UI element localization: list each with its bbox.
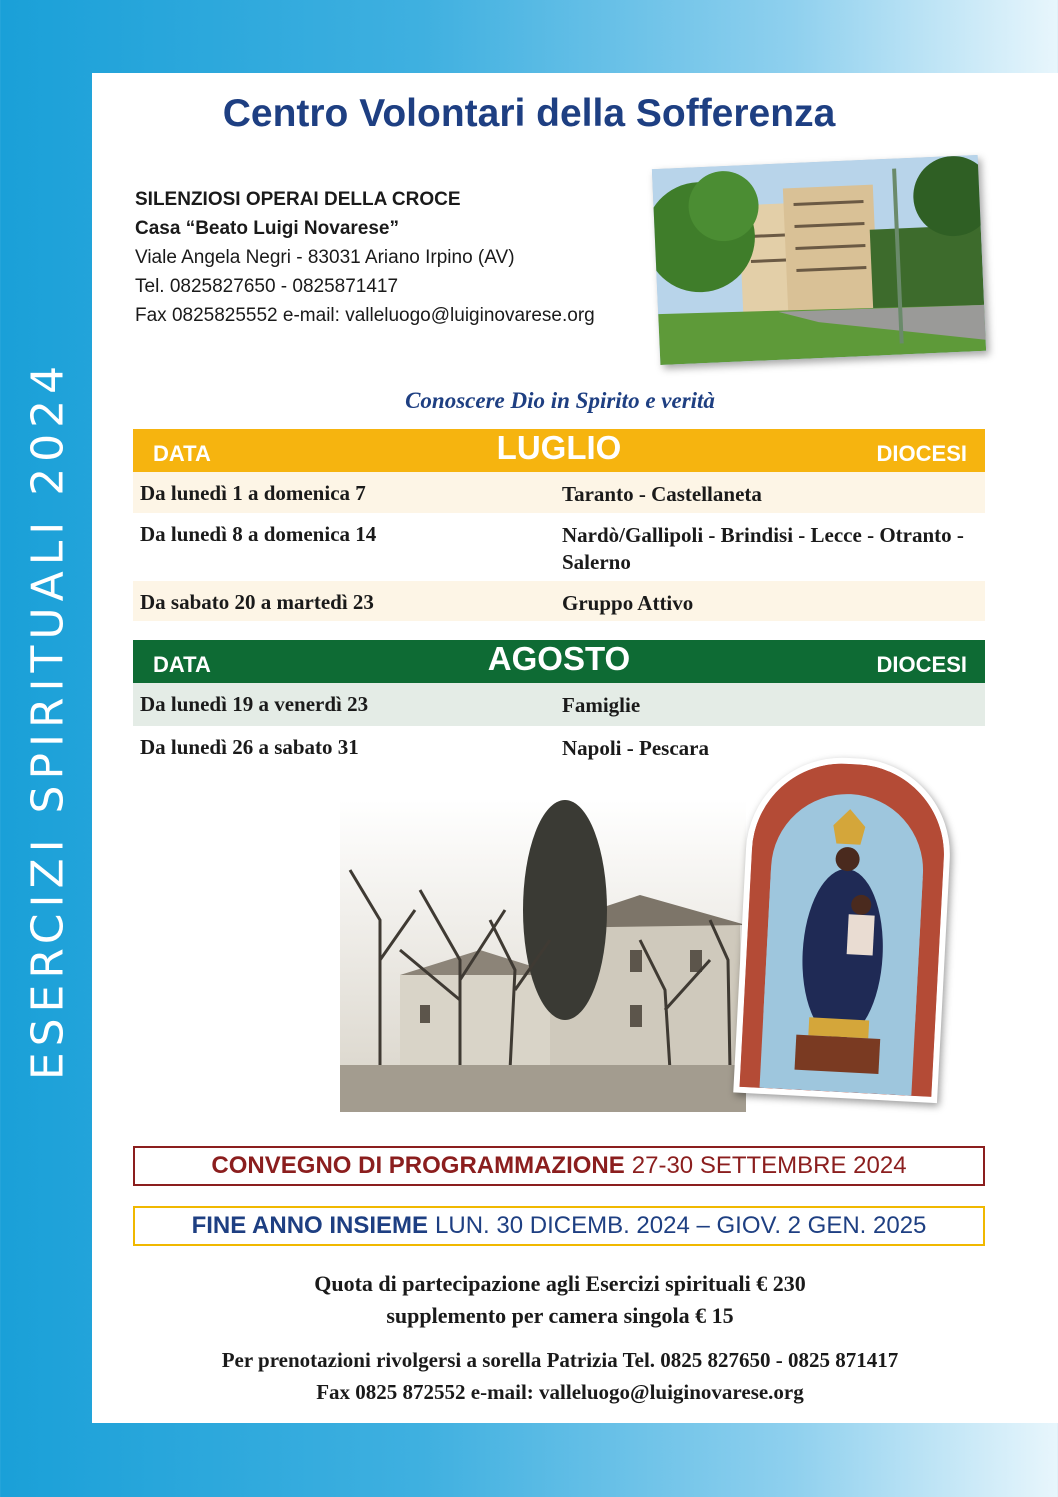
row-date: Da lunedì 19 a venerdì 23 <box>140 692 369 716</box>
madonna-photo <box>733 753 955 1103</box>
july-header <box>133 429 985 472</box>
table-row <box>133 513 985 581</box>
fine-anno-dates: LUN. 30 DICEMB. 2024 – GIOV. 2 GEN. 2025 <box>435 1212 927 1239</box>
booking-phone: Per prenotazioni rivolgersi a sorella Patrizia Tel. 0825 827650 - 0825 871417 <box>221 1348 899 1372</box>
fee-line: Quota di partecipazione agli Esercizi spirituali € 230 <box>314 1271 806 1296</box>
july-month: LUGLIO <box>496 429 622 466</box>
row-diocese: Gruppo Attivo <box>562 591 694 615</box>
table-row <box>133 683 985 726</box>
july-diocese-label: DIOCESI <box>876 441 967 466</box>
july-table <box>133 429 985 621</box>
table-row <box>133 581 985 621</box>
row-diocese: Napoli - Pescara <box>562 736 709 760</box>
row-diocese: Famiglie <box>562 693 641 717</box>
august-date-label: DATA <box>153 652 211 677</box>
august-header <box>133 640 985 683</box>
side-title: ESERCIZI SPIRITUALI 2024 <box>22 359 74 1081</box>
july-date-label: DATA <box>153 441 211 466</box>
row-date: Da sabato 20 a martedì 23 <box>140 590 374 614</box>
convegno-dates: 27-30 SETTEMBRE 2024 <box>631 1152 907 1179</box>
building-photo <box>652 155 986 365</box>
convegno-label: CONVEGNO DI PROGRAMMAZIONE <box>211 1152 625 1179</box>
row-diocese: Taranto - Castellaneta <box>562 482 762 506</box>
house-name: Casa “Beato Luigi Novarese” <box>135 218 399 239</box>
street: Viale Angela Negri - 83031 Ariano Irpino (AV) <box>135 247 515 268</box>
historic-photo <box>340 800 746 1112</box>
row-date: Da lunedì 1 a domenica 7 <box>140 481 366 505</box>
address-block <box>135 185 595 330</box>
single-room-line: supplemento per camera singola € 15 <box>386 1303 734 1328</box>
page-title: Centro Volontari della Sofferenza <box>222 92 836 135</box>
august-diocese-label: DIOCESI <box>876 652 967 677</box>
motto: Conoscere Dio in Spirito e verità <box>405 388 715 413</box>
org-name: SILENZIOSI OPERAI DELLA CROCE <box>135 189 461 210</box>
fax-email: Fax 0825825552 e-mail: valleluogo@luiginovarese.org <box>135 305 595 326</box>
table-row <box>133 472 985 513</box>
booking-fax-email: Fax 0825 872552 e-mail: valleluogo@luiginovarese.org <box>316 1380 804 1404</box>
row-date: Da lunedì 8 a domenica 14 <box>140 522 377 546</box>
fine-anno-label: FINE ANNO INSIEME <box>191 1212 429 1239</box>
august-month: AGOSTO <box>487 640 631 677</box>
telephone: Tel. 0825827650 - 0825871417 <box>135 276 399 297</box>
fee-info <box>0 1268 1058 1332</box>
august-table <box>133 640 985 767</box>
booking-contact <box>0 1344 1058 1408</box>
row-date: Da lunedì 26 a sabato 31 <box>140 735 359 759</box>
row-diocese: Nardò/Gallipoli - Brindisi - Lecce - Otranto - Salerno <box>562 523 964 574</box>
fine-anno-banner <box>133 1206 985 1246</box>
convegno-banner <box>133 1146 985 1186</box>
